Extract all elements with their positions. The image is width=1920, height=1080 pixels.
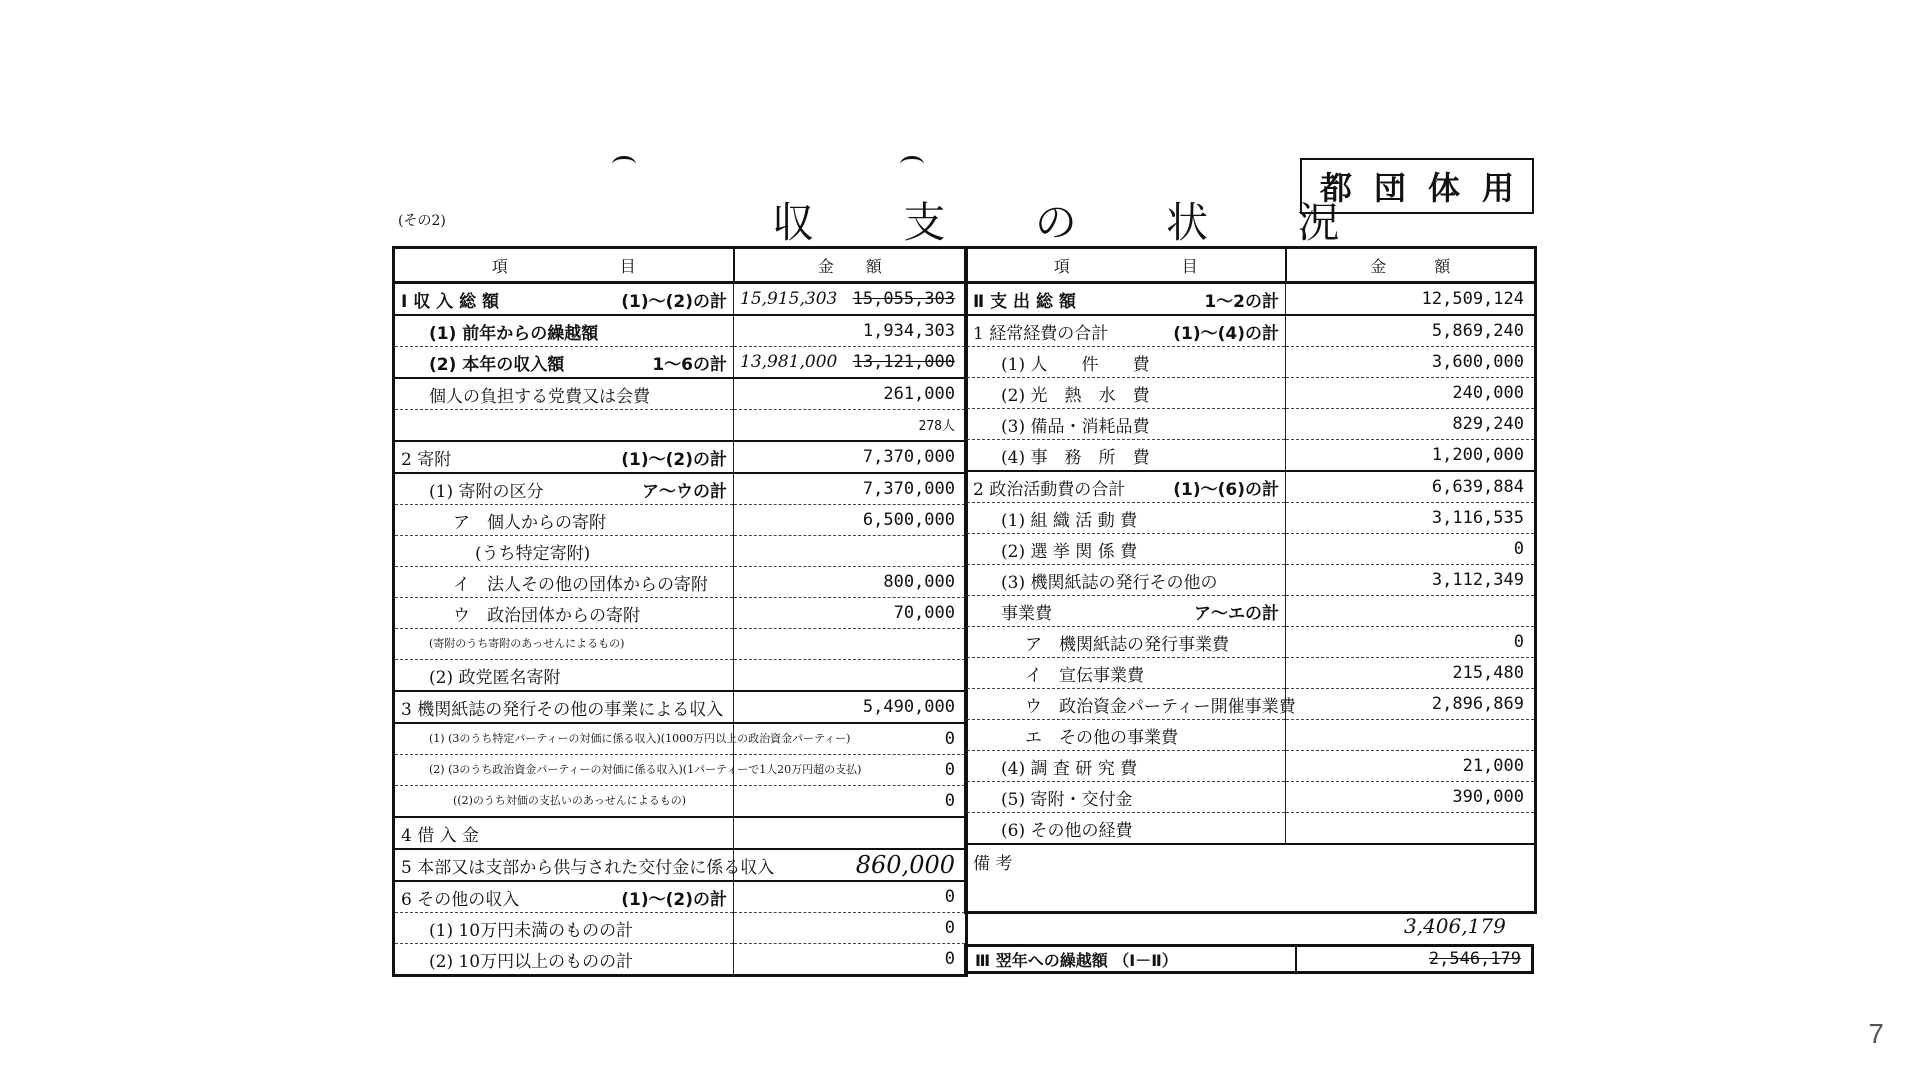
row-label-text: イ 宣伝事業費	[1025, 665, 1144, 686]
row-label	[394, 786, 734, 818]
row-label	[394, 944, 734, 976]
carry-over-handwritten: 3,406,179	[1404, 914, 1506, 938]
row-amount	[734, 410, 967, 442]
row-amount	[734, 817, 967, 849]
table-row	[966, 440, 1536, 472]
row-amount	[734, 881, 967, 913]
row-label-text: (1) 10万円未満のものの計	[429, 920, 634, 941]
row-label	[394, 410, 734, 442]
row-label	[394, 598, 734, 629]
row-label	[966, 813, 1286, 845]
amount-value: 0	[944, 918, 955, 938]
row-label-text: (2) (3のうち政治資金パーティーの対価に係る収入)(1パーティーで1人20万円超の支払)	[429, 763, 862, 776]
row-label	[394, 629, 734, 660]
row-amount	[734, 473, 967, 505]
row-label	[394, 505, 734, 536]
row-label-text: (2) 選 挙 関 係 費	[1001, 541, 1138, 562]
row-label	[966, 378, 1286, 409]
income-table	[392, 246, 968, 977]
amount-value: 278人	[918, 419, 955, 434]
row-label	[966, 596, 1286, 627]
amount-value: 215,480	[1452, 663, 1524, 683]
expense-table	[964, 246, 1537, 914]
row-label-text: (1) 寄附の区分	[429, 481, 544, 502]
row-amount	[1286, 782, 1536, 813]
row-label-text: ウ 政治団体からの寄附	[453, 605, 640, 626]
table-row	[394, 598, 967, 629]
amount-value: 0	[944, 729, 955, 749]
amount-value: 5,869,240	[1431, 321, 1524, 341]
row-label	[966, 283, 1286, 316]
amount-value: 0	[944, 949, 955, 969]
row-label	[394, 473, 734, 505]
row-amount	[1286, 283, 1536, 316]
amount-value: 390,000	[1452, 787, 1524, 807]
amount-value: 7,370,000	[862, 479, 955, 499]
row-label-text: 1 経常経費の合計	[973, 323, 1109, 344]
carry-over-label: Ⅲ 翌年への繰越額 （Ⅰ－Ⅱ）	[967, 947, 1297, 971]
table-row	[966, 503, 1536, 534]
table-row	[394, 536, 967, 567]
table-row	[394, 473, 967, 505]
table-row	[966, 627, 1536, 658]
row-label-text: 3 機関紙誌の発行その他の事業による収入	[401, 699, 724, 720]
row-subtotal-label: 1～6の計	[652, 354, 727, 375]
row-label-text: 6 その他の収入	[401, 889, 520, 910]
row-amount	[734, 378, 967, 410]
table-row	[394, 786, 967, 818]
table-row	[966, 534, 1536, 565]
row-subtotal-label: (1)～(6)の計	[1173, 479, 1279, 500]
row-amount	[1286, 503, 1536, 534]
amount-value: 860,000	[855, 851, 955, 879]
col-header-item: 項 目	[966, 248, 1286, 283]
row-amount	[1286, 720, 1536, 751]
row-amount	[734, 283, 967, 316]
table-row	[394, 567, 967, 598]
row-label-text: ア 個人からの寄附	[453, 512, 606, 533]
amount-value: 12,509,124	[1421, 289, 1524, 309]
col-header-item: 項 目	[394, 248, 734, 283]
category-stamp	[1300, 158, 1534, 214]
amount-value: 3,116,535	[1431, 508, 1524, 528]
row-amount	[1286, 813, 1536, 845]
row-label-text: 事業費	[1001, 603, 1052, 624]
row-label-text: (1) 人 件 費	[1001, 354, 1150, 375]
row-label-text: (1) 前年からの繰越額	[429, 323, 599, 344]
row-label-text: ウ 政治資金パーティー開催事業費	[1025, 696, 1296, 717]
row-label-text: 2 寄附	[401, 449, 452, 470]
table-row	[394, 629, 967, 660]
row-amount	[1286, 689, 1536, 720]
row-label-text: (2) 政党匿名寄附	[429, 667, 561, 688]
row-amount	[734, 347, 967, 379]
row-label	[966, 751, 1286, 782]
table-row	[394, 944, 967, 976]
table-row	[966, 378, 1536, 409]
row-label	[394, 347, 734, 379]
row-label	[394, 536, 734, 567]
row-amount	[1286, 347, 1536, 378]
row-label	[966, 440, 1286, 472]
table-row	[394, 691, 967, 723]
row-label	[394, 567, 734, 598]
row-amount	[1286, 627, 1536, 658]
amount-value: 21,000	[1462, 756, 1524, 776]
row-label-text: (2) 本年の収入額	[429, 354, 565, 375]
amount-value: 0	[1513, 539, 1524, 559]
handwritten-amount: 15,915,303	[740, 289, 838, 309]
struck-amount: 13,121,000	[852, 352, 955, 372]
row-label	[966, 689, 1296, 720]
row-amount	[734, 315, 967, 347]
table-row	[966, 347, 1536, 378]
row-label-text: エ その他の事業費	[1025, 727, 1178, 748]
row-label-text: ア 機関紙誌の発行事業費	[1025, 634, 1229, 655]
table-row	[394, 755, 967, 786]
table-row	[966, 689, 1536, 720]
table-row	[966, 315, 1536, 347]
amount-value: 3,112,349	[1431, 570, 1524, 590]
row-label-text: (6) その他の経費	[1001, 820, 1133, 841]
amount-value: 7,370,000	[862, 447, 955, 467]
table-row	[394, 817, 967, 849]
col-header-amount: 金 額	[1286, 248, 1536, 283]
row-label	[394, 881, 734, 913]
row-amount	[734, 629, 967, 660]
row-label	[966, 658, 1286, 689]
table-row	[394, 505, 967, 536]
row-label	[394, 441, 734, 473]
row-amount	[734, 598, 967, 629]
row-label-text: 5 本部又は支部から供与された交付金に係る収入	[401, 857, 775, 878]
amount-value: 6,500,000	[862, 510, 955, 530]
row-label	[966, 409, 1286, 440]
row-label	[966, 347, 1286, 378]
row-amount	[734, 786, 967, 818]
row-label	[966, 565, 1286, 596]
table-row	[966, 782, 1536, 813]
remarks-cell	[966, 844, 1536, 913]
page-number: 7	[1868, 1018, 1884, 1049]
table-row	[394, 378, 967, 410]
table-row	[394, 849, 967, 881]
row-label	[394, 849, 775, 881]
table-row	[394, 410, 967, 442]
row-amount	[1286, 471, 1536, 503]
row-label-text: イ 法人その他の団体からの寄附	[453, 574, 708, 595]
row-label-text: (1) 組 織 活 動 費	[1001, 510, 1138, 531]
row-label	[966, 315, 1286, 347]
row-amount	[1286, 534, 1536, 565]
row-label-text: (5) 寄附・交付金	[1001, 789, 1133, 810]
row-amount	[1286, 658, 1536, 689]
row-label-text: ((2)のうち対価の支払いのあっせんによるもの)	[453, 794, 687, 807]
row-amount	[734, 660, 967, 692]
table-row	[966, 813, 1536, 845]
row-subtotal-label: 1～2の計	[1204, 291, 1279, 312]
row-label-text: (4) 事 務 所 費	[1001, 447, 1150, 468]
row-amount	[1286, 565, 1536, 596]
row-amount	[734, 913, 967, 944]
table-row	[394, 315, 967, 347]
row-label-text: 2 政治活動費の合計	[973, 479, 1126, 500]
struck-amount: 15,055,303	[852, 289, 955, 309]
row-label-text: (4) 調 査 研 究 費	[1001, 758, 1138, 779]
row-label	[966, 534, 1286, 565]
ledger-grid	[392, 246, 1532, 974]
amount-value: 0	[944, 887, 955, 907]
mark-decoration	[612, 156, 636, 173]
table-row	[394, 660, 967, 692]
row-label-text: (2) 光 熱 水 費	[1001, 385, 1150, 406]
row-label-text: (2) 10万円以上のものの計	[429, 951, 634, 972]
row-label	[966, 627, 1286, 658]
row-label-text: Ⅰ 収 入 総 額	[401, 291, 499, 312]
row-amount	[1286, 378, 1536, 409]
row-label-text: (寄附のうち寄附のあっせんによるもの)	[429, 637, 625, 650]
row-label	[394, 315, 734, 347]
row-label	[394, 660, 734, 692]
row-amount	[1286, 751, 1536, 782]
table-row	[966, 596, 1536, 627]
table-row	[394, 723, 967, 755]
amount-value: 6,639,884	[1431, 477, 1524, 497]
row-label	[394, 283, 734, 316]
row-label	[966, 782, 1286, 813]
row-subtotal-label: (1)～(2)の計	[621, 449, 727, 470]
amount-value: 70,000	[893, 603, 955, 623]
handwritten-amount: 13,981,000	[740, 352, 838, 372]
table-row	[966, 283, 1536, 316]
amount-value: 0	[944, 760, 955, 780]
row-label-text: 個人の負担する党費又は会費	[429, 386, 650, 407]
table-row	[394, 347, 967, 379]
col-header-amount: 金 額	[734, 248, 967, 283]
row-label	[966, 503, 1286, 534]
carry-over-row	[964, 944, 1534, 974]
row-amount	[734, 505, 967, 536]
table-row	[966, 751, 1536, 782]
row-label	[394, 755, 862, 786]
row-amount	[734, 567, 967, 598]
table-row	[394, 441, 967, 473]
row-amount	[734, 441, 967, 473]
amount-value: 800,000	[883, 572, 955, 592]
row-subtotal-label: ア～ウの計	[642, 481, 727, 502]
amount-value: 261,000	[883, 384, 955, 404]
part-label: (その2)	[398, 213, 446, 229]
row-label	[394, 723, 851, 755]
amount-value: 5,490,000	[862, 697, 955, 717]
row-label	[394, 913, 734, 944]
stamp-text: 都団体用	[1319, 169, 1536, 207]
row-subtotal-label: (1)～(2)の計	[621, 889, 727, 910]
row-amount	[1286, 440, 1536, 472]
row-label	[966, 471, 1286, 503]
carry-over-amount: 2,546,179	[1428, 949, 1521, 969]
table-row	[394, 283, 967, 316]
row-label-text: (3) 備品・消耗品費	[1001, 416, 1150, 437]
amount-value: 829,240	[1452, 414, 1524, 434]
table-row	[394, 881, 967, 913]
remarks-label: 備 考	[973, 854, 1013, 874]
table-row	[966, 658, 1536, 689]
amount-value: 1,200,000	[1431, 445, 1524, 465]
row-label-text: (うち特定寄附)	[475, 543, 591, 564]
row-label	[966, 720, 1286, 751]
table-row	[966, 409, 1536, 440]
row-amount	[734, 944, 967, 976]
amount-value: 0	[944, 791, 955, 811]
amount-value: 0	[1513, 632, 1524, 652]
row-amount	[734, 691, 967, 723]
row-amount	[1286, 409, 1536, 440]
amount-value: 2,896,869	[1431, 694, 1524, 714]
table-row	[966, 565, 1536, 596]
row-subtotal-label: ア～エの計	[1194, 603, 1279, 624]
row-label	[394, 691, 734, 723]
table-row	[966, 720, 1536, 751]
row-subtotal-label: (1)～(4)の計	[1173, 323, 1279, 344]
table-row	[394, 913, 967, 944]
amount-value: 240,000	[1452, 383, 1524, 403]
table-row	[966, 471, 1536, 503]
row-amount	[1286, 315, 1536, 347]
form-sheet	[392, 150, 1542, 980]
row-amount	[1286, 596, 1536, 627]
row-label	[394, 378, 734, 410]
amount-value: 1,934,303	[862, 321, 955, 341]
mark-decoration	[900, 156, 924, 173]
page-title: 収 支 の 状 況	[772, 198, 1378, 247]
row-label-text: (1) (3のうち特定パーティーの対価に係る収入)(1000万円以上の政治資金パーティー)	[429, 732, 851, 745]
row-label-text: 4 借 入 金	[401, 825, 480, 846]
row-label-text: Ⅱ 支 出 総 額	[973, 291, 1076, 312]
row-label	[394, 817, 734, 849]
row-subtotal-label: (1)～(2)の計	[621, 291, 727, 312]
row-label-text: (3) 機関紙誌の発行その他の	[1001, 572, 1218, 593]
row-amount	[734, 536, 967, 567]
amount-value: 3,600,000	[1431, 352, 1524, 372]
